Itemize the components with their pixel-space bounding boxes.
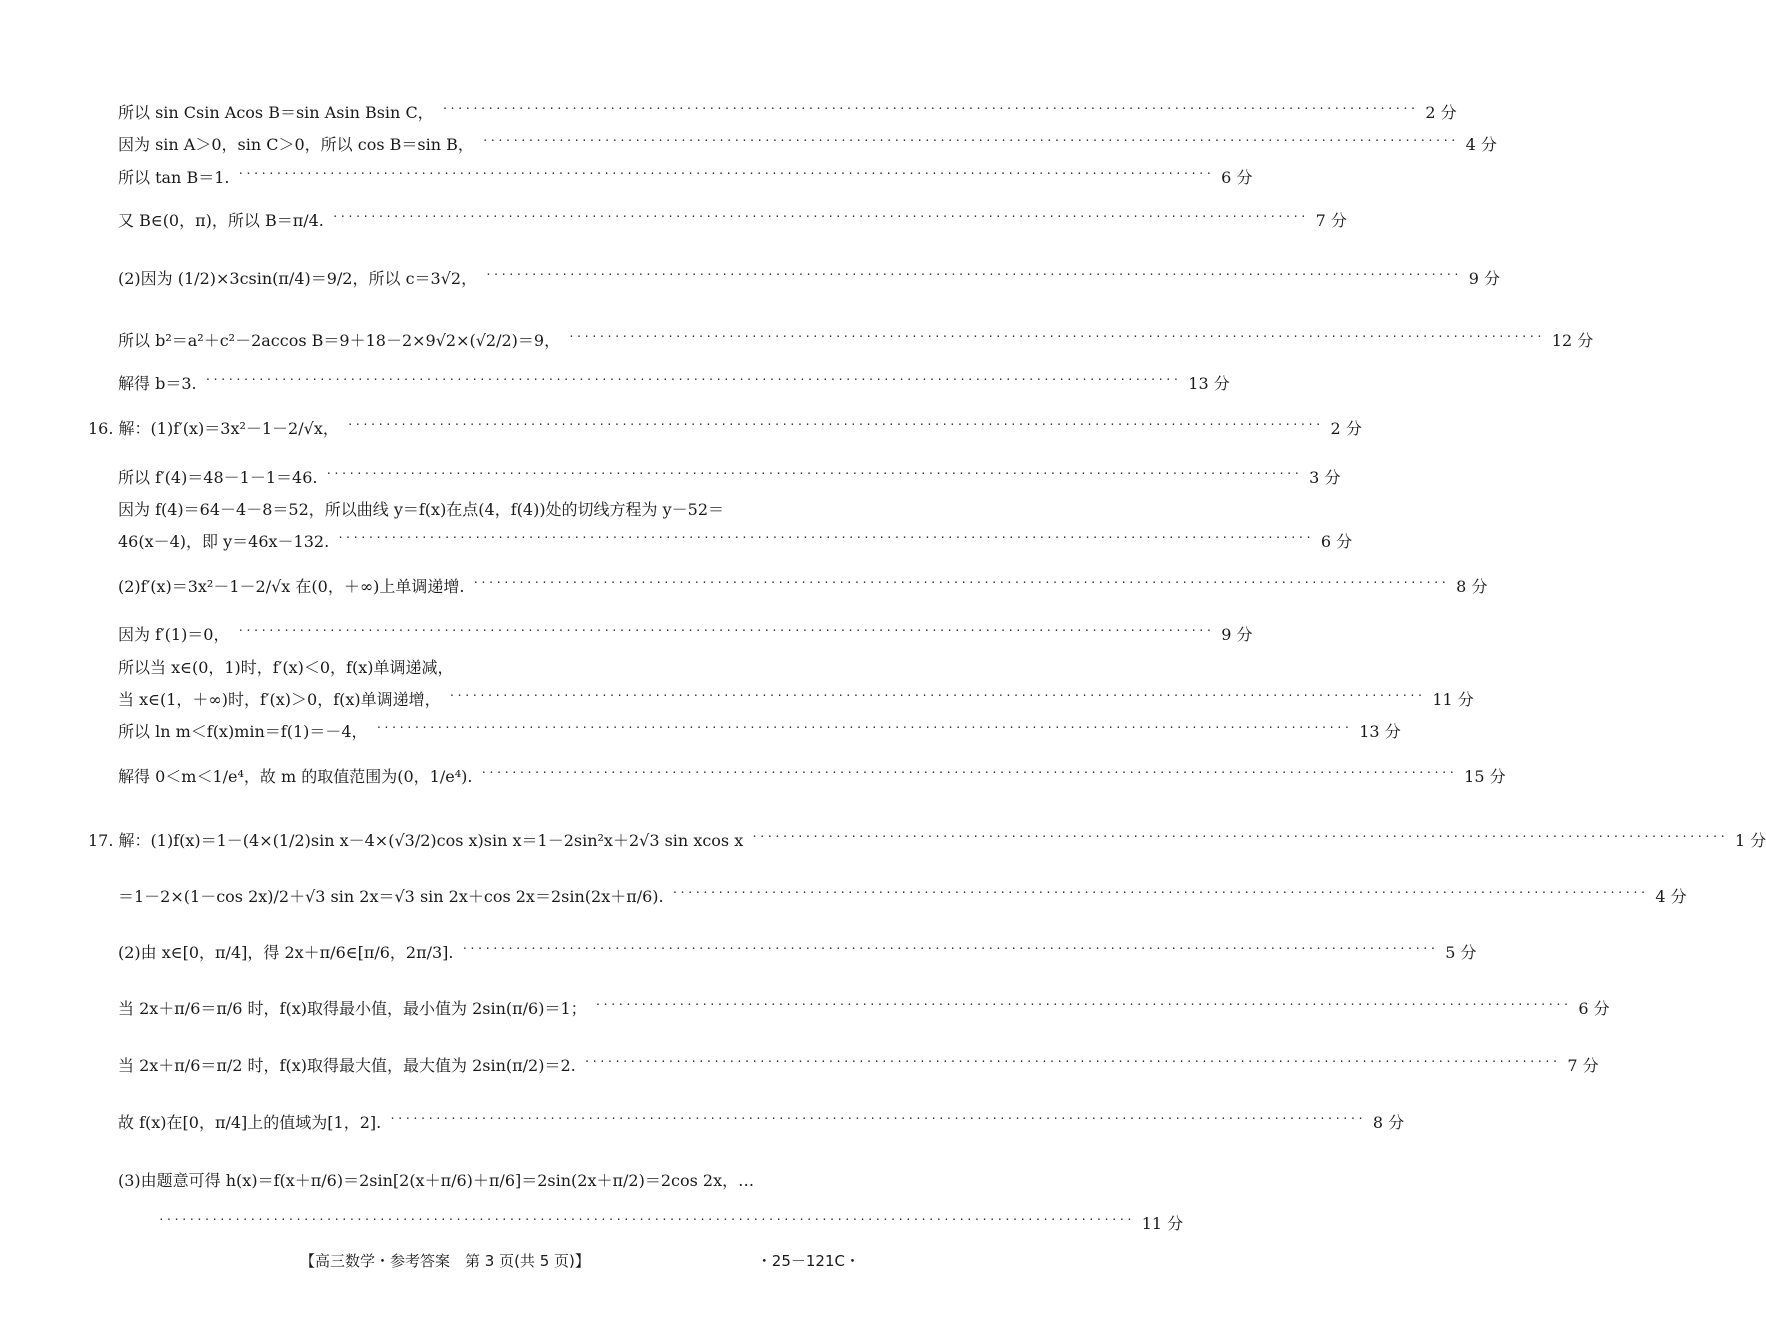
page-footer [0, 1250, 950, 1274]
line-text: (2)由 x∈[0，π/4]，得 2x＋π/6∈[π/6，2π/3]. [118, 943, 454, 962]
line-text: 又 B∈(0，π)，所以 B＝π/4. [118, 211, 324, 230]
answer-line [118, 940, 1477, 963]
line-score: 6 分 [1320, 532, 1353, 551]
leader-dots: ································································································································ [583, 1055, 1560, 1068]
answer-line [118, 687, 1474, 710]
line-text: 所以当 x∈(0，1)时，f′(x)＜0，f(x)单调递减， [118, 658, 454, 677]
leader-dots: ································································································································ [461, 942, 1438, 955]
leader-dots: ································································································································ [389, 1112, 1365, 1125]
answer-line [118, 719, 1401, 742]
answer-line [118, 574, 1488, 597]
answer-line [118, 1168, 860, 1191]
answer-line [118, 1110, 1405, 1133]
answer-line [118, 465, 1341, 488]
leader-dots: ································································································································ [448, 689, 1425, 702]
line-text: 当 2x＋π/6＝π/6 时，f(x)取得最小值，最小值为 2sin(π/6)＝1； [118, 999, 587, 1018]
line-score: 8 分 [1456, 577, 1488, 596]
answer-line [118, 764, 1506, 787]
leader-dots: ································································································································ [325, 467, 1302, 480]
line-score: 1 分 [1734, 831, 1766, 850]
line-text: 所以 sin Csin Acos B＝sin Asin Bsin C， [118, 103, 434, 122]
line-text: 因为 f(4)＝64－4－8＝52，所以曲线 y＝f(x)在点(4，f(4))处的切线方程为 y－52＝ [118, 500, 725, 519]
leader-dots: ································································································································ [568, 330, 1544, 343]
line-score: 5 分 [1445, 943, 1477, 962]
leader-dots: ································································································································ [331, 210, 1308, 223]
line-text: 17. 解：(1)f(x)＝1－(4×(1/2)sin x－4×(√3/2)cos x)sin x＝1－2sin²x＋2√3 sin xcos x [88, 831, 744, 850]
answer-line [118, 100, 1457, 123]
leader-dots: ································································································································ [337, 531, 1313, 544]
answer-line [88, 416, 1362, 439]
answer-line [118, 655, 860, 678]
line-score: 7 分 [1315, 211, 1347, 230]
answer-line [158, 1211, 1184, 1234]
leader-dots: ································································································································ [485, 268, 1461, 281]
leader-dots: ································································································································ [480, 766, 1457, 779]
line-text: 因为 f′(1)＝0， [118, 625, 230, 644]
line-text: 46(x－4)，即 y＝46x－132. [118, 532, 330, 551]
line-score: 4 分 [1465, 135, 1497, 154]
line-score: 6 分 [1221, 168, 1253, 187]
line-text: 16. 解：(1)f′(x)＝3x²－1－2/√x， [88, 419, 339, 438]
leader-dots: ································································································································ [441, 102, 1418, 115]
line-score: 12 分 [1551, 331, 1594, 350]
line-score: 6 分 [1578, 999, 1610, 1018]
answer-line [118, 165, 1253, 188]
line-text: (3)由题意可得 h(x)＝f(x＋π/6)＝2sin[2(x＋π/6)＋π/6]＝2sin(2x＋π/2)＝2cos 2x，… [118, 1171, 755, 1190]
line-score: 13 分 [1359, 722, 1401, 741]
line-text: 当 x∈(1，＋∞)时，f′(x)＞0，f(x)单调递增， [118, 690, 441, 709]
leader-dots: ································································································································ [751, 830, 1727, 843]
answer-line [88, 828, 1766, 851]
answer-line [118, 996, 1610, 1019]
line-score: 8 分 [1372, 1113, 1405, 1132]
line-score: 15 分 [1464, 767, 1506, 786]
leader-dots: ································································································································ [158, 1213, 1134, 1226]
line-score: 9 分 [1468, 269, 1501, 288]
line-text: 所以 tan B＝1. [118, 168, 230, 187]
footer-code: ・25－121C・ [756, 1252, 860, 1270]
leader-dots: ································································································································ [472, 576, 1449, 589]
line-text: ＝1－2×(1－cos 2x)/2＋√3 sin 2x＝√3 sin 2x＋cos 2x＝2sin(2x＋π/6). [118, 887, 664, 906]
line-text: 所以 f′(4)＝48－1－1＝46. [118, 468, 318, 487]
answer-line [118, 884, 1687, 907]
line-score: 3 分 [1309, 468, 1341, 487]
answer-line [118, 371, 1230, 394]
line-score: 11 分 [1432, 690, 1474, 709]
leader-dots: ································································································································ [481, 134, 1458, 147]
answer-line [118, 132, 1497, 155]
line-score: 4 分 [1655, 887, 1687, 906]
line-text: 解得 b＝3. [118, 374, 197, 393]
answer-line [118, 622, 1253, 645]
line-text: (2)f′(x)＝3x²－1－2/√x 在(0，＋∞)上单调递增. [118, 577, 465, 596]
answer-line [118, 328, 1594, 351]
answer-line [118, 266, 1501, 289]
line-text: 所以 b²＝a²＋c²－2accos B＝9＋18－2×9√2×(√2/2)＝9， [118, 331, 561, 350]
leader-dots: ································································································································ [237, 624, 1214, 637]
line-score: 9 分 [1221, 625, 1253, 644]
footer-title: 【高三数学・参考答案 第 3 页(共 5 页)】 [300, 1252, 590, 1270]
leader-dots: ································································································································ [671, 886, 1648, 899]
line-score: 11 分 [1141, 1214, 1184, 1233]
line-score: 2 分 [1330, 419, 1362, 438]
leader-dots: ································································································································ [204, 373, 1181, 386]
answer-line [118, 208, 1347, 231]
answer-line [118, 1053, 1599, 1076]
line-text: 所以 ln m＜f(x)min＝f(1)＝－4， [118, 722, 368, 741]
line-text: 解得 0＜m＜1/e⁴，故 m 的取值范围为(0，1/e⁴). [118, 767, 473, 786]
leader-dots: ································································································································ [346, 418, 1323, 431]
line-score: 7 分 [1567, 1056, 1599, 1075]
answer-line [118, 497, 860, 520]
line-text: (2)因为 (1/2)×3csin(π/4)＝9/2，所以 c＝3√2， [118, 269, 478, 288]
line-text: 故 f(x)在[0，π/4]上的值域为[1，2]. [118, 1113, 382, 1132]
leader-dots: ································································································································ [594, 998, 1571, 1011]
line-text: 当 2x＋π/6＝π/2 时，f(x)取得最大值，最大值为 2sin(π/2)＝2. [118, 1056, 576, 1075]
line-score: 2 分 [1425, 103, 1457, 122]
leader-dots: ································································································································ [375, 721, 1352, 734]
line-score: 13 分 [1188, 374, 1230, 393]
leader-dots: ································································································································ [237, 167, 1214, 180]
answer-line [118, 529, 1353, 552]
line-text: 因为 sin A＞0，sin C＞0，所以 cos B＝sin B， [118, 135, 474, 154]
